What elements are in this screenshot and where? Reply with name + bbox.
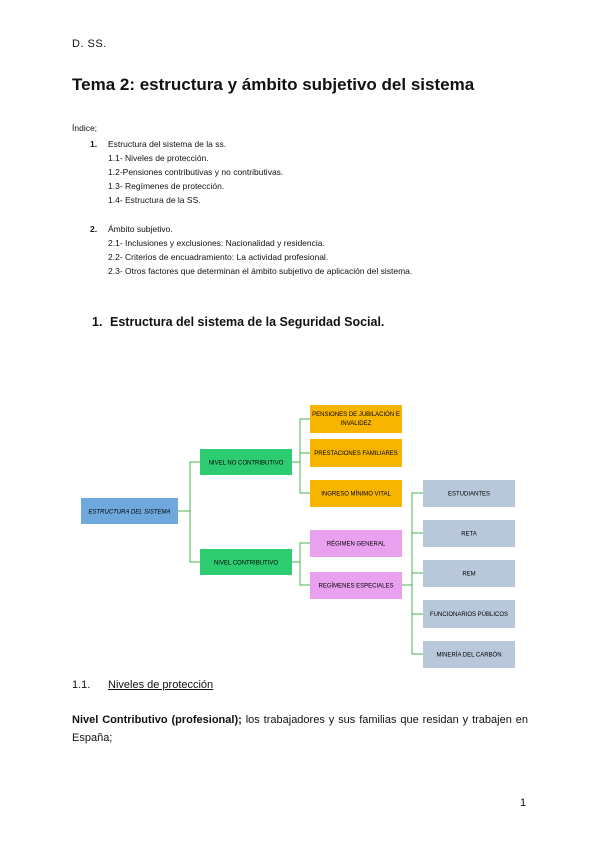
- level-node-label: NIVEL NO CONTRIBUTIVO: [208, 460, 284, 467]
- connector-line: [402, 493, 423, 654]
- toc-subitem: 1.3- Regímenes de protección.: [108, 181, 225, 191]
- document-title: Tema 2: estructura y ámbito subjetivo del sistema: [72, 75, 475, 94]
- toc-subitem: 2.2- Criterios de encuadramiento: La actividad profesional.: [108, 252, 329, 262]
- toc-subitem: 1.4- Estructura de la SS.: [108, 195, 201, 205]
- node-label: RÉGIMEN GENERAL: [326, 541, 386, 548]
- toc-subitem: 2.3- Otros factores que determinan el ámbito subjetivo de aplicación del sistema.: [108, 266, 413, 276]
- connector-line: [178, 462, 200, 562]
- subsection-title: Niveles de protección: [108, 679, 214, 691]
- paragraph-text: los trabajadores y sus familias que residan y trabajen en España;: [72, 714, 528, 744]
- node-label: INGRESO MÍNIMO VITAL: [321, 491, 391, 498]
- node-label: MINERÍA DEL CARBÓN: [436, 652, 502, 659]
- node-label: FUNCIONARIOS PÚBLICOS: [429, 612, 509, 618]
- toc-subitem: 1.1- Niveles de protección.: [108, 153, 209, 163]
- node-label: RETA: [461, 531, 477, 538]
- section-number: 1.: [92, 315, 103, 329]
- node-label: PRESTACIONES FAMILIARES: [314, 451, 398, 457]
- node-label: REM: [462, 571, 476, 578]
- root-node-label: ESTRUCTURA DEL SISTEMA: [88, 509, 171, 516]
- toc-subitem: 1.2-Pensiones contributivas y no contributivas.: [108, 167, 284, 177]
- connector-line: [292, 419, 310, 493]
- node-label: INVALIDEZ: [340, 421, 372, 427]
- index-label: Índice;: [72, 123, 98, 133]
- structure-diagram: [0, 390, 600, 675]
- body-paragraph: [72, 711, 528, 747]
- section-heading: [92, 315, 384, 329]
- toc-item: Estructura del sistema de la ss.: [108, 139, 227, 149]
- toc-item: Ámbito subjetivo.: [108, 224, 173, 234]
- node-label: PENSIONES DE JUBILACIÓN E: [312, 412, 400, 418]
- subsection-number: 1.1.: [72, 679, 91, 691]
- paragraph-bold-lead: Nivel Contributivo (profesional);: [72, 714, 242, 726]
- toc-item-number: 1.: [90, 139, 98, 149]
- node-label: REGÍMENES ESPECIALES: [318, 583, 394, 590]
- subsection-heading: [72, 679, 213, 691]
- node-label: ESTUDIANTES: [447, 491, 491, 498]
- node-pensiones: [310, 405, 402, 433]
- connector-line: [292, 543, 310, 585]
- level-node-label: NIVEL CONTRIBUTIVO: [213, 560, 279, 567]
- toc-subitem: 2.1- Inclusiones y exclusiones: Nacionalidad y residencia.: [108, 238, 325, 248]
- document-header-author: D. SS.: [72, 38, 107, 50]
- page-number: 1: [520, 797, 527, 809]
- section-title: Estructura del sistema de la Seguridad Social.: [110, 315, 385, 329]
- toc-item-number: 2.: [90, 224, 98, 234]
